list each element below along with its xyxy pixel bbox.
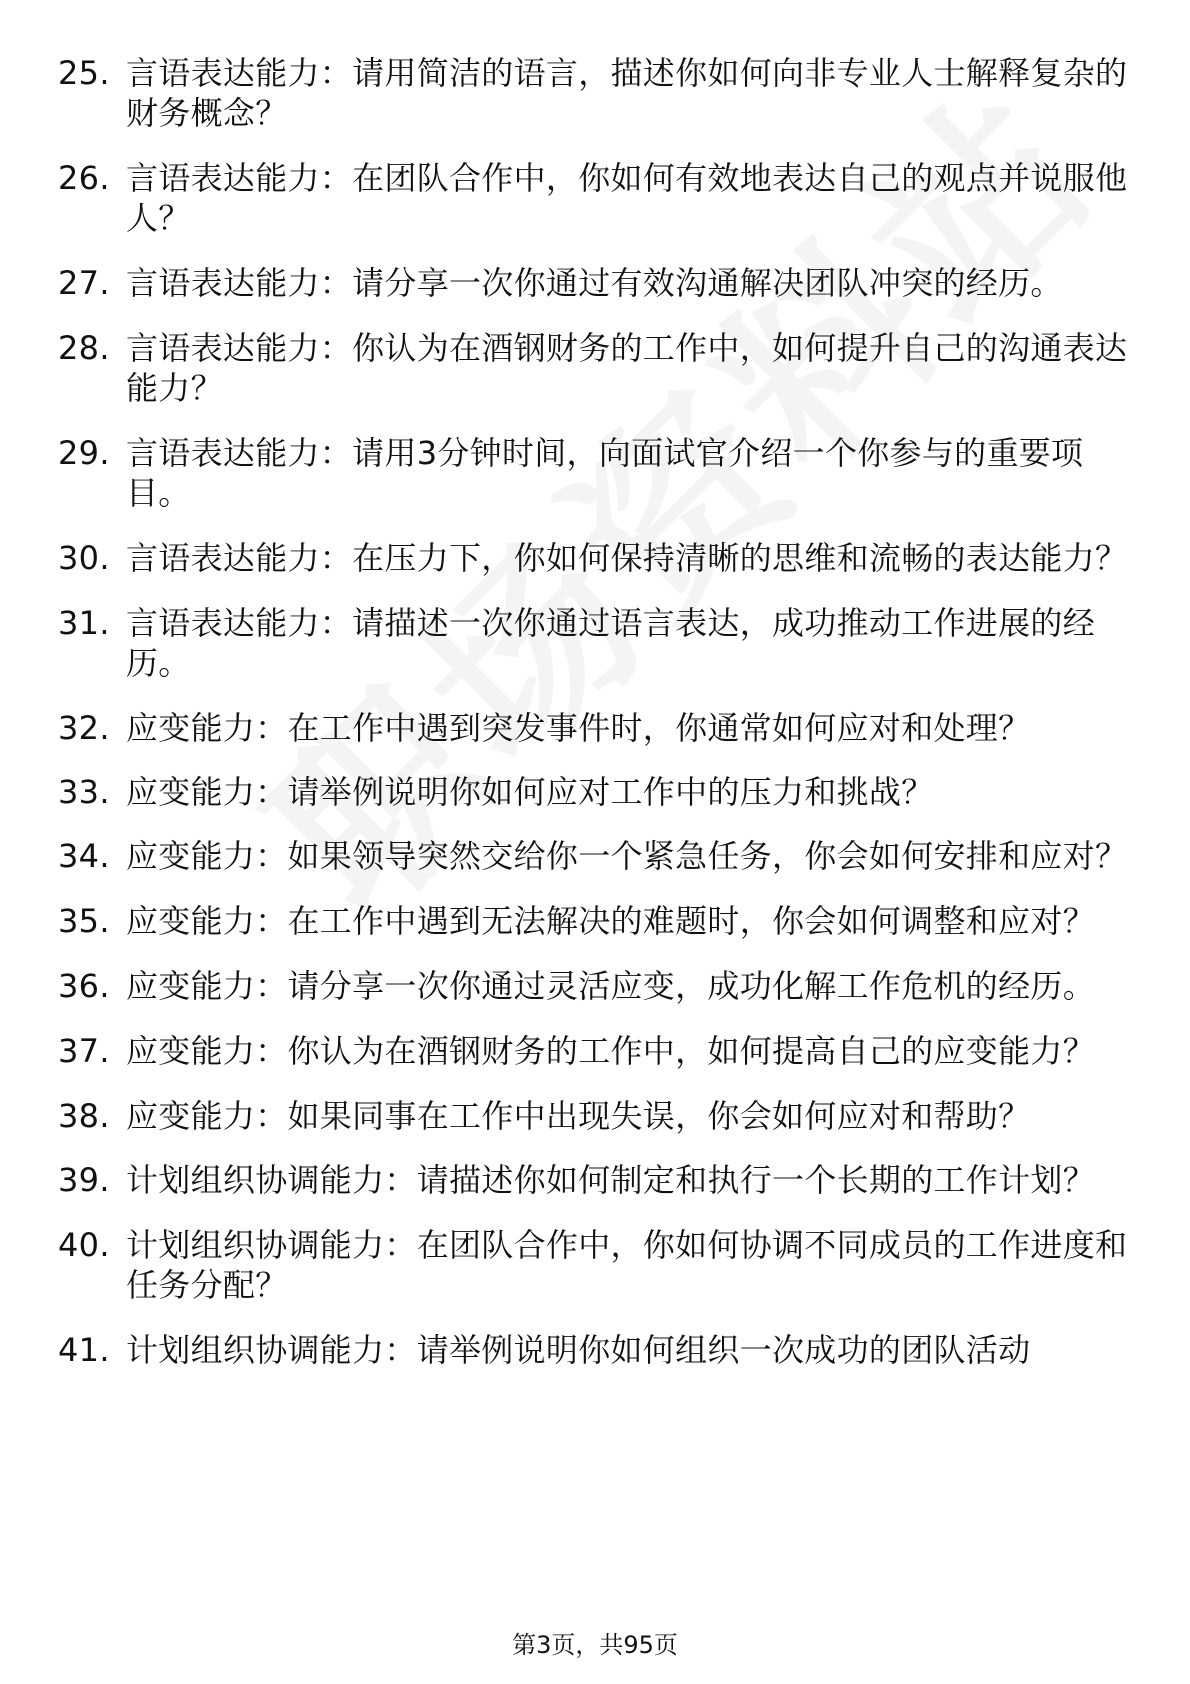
question-text: 应变能力：在工作中遇到无法解决的难题时，你会如何调整和应对？: [126, 902, 1096, 940]
question-item: [58, 1330, 1138, 1370]
question-number: 41.: [58, 1331, 110, 1369]
question-text: 计划组织协调能力：在团队合作中，你如何协调不同成员的工作进度和任务分配？: [126, 1226, 1128, 1304]
question-text: 言语表达能力：请用3分钟时间，向面试官介绍一个你参与的重要项目。: [126, 434, 1084, 512]
question-text: 计划组织协调能力：请举例说明你如何组织一次成功的团队活动: [126, 1331, 1031, 1369]
question-text: 应变能力：请分享一次你通过灵活应变，成功化解工作危机的经历。: [126, 967, 1096, 1005]
question-item: [58, 901, 1138, 941]
question-number: 35.: [58, 902, 110, 940]
question-item: [58, 603, 1138, 683]
question-number: 38.: [58, 1097, 110, 1135]
question-item: [58, 53, 1138, 133]
question-number: 33.: [58, 773, 110, 811]
question-number: 34.: [58, 837, 110, 875]
question-number: 37.: [58, 1032, 110, 1070]
question-number: 32.: [58, 709, 110, 747]
question-number: 25.: [58, 54, 110, 92]
question-number: 36.: [58, 967, 110, 1005]
question-item: [58, 1160, 1138, 1200]
question-item: [58, 263, 1138, 303]
question-item: [58, 1096, 1138, 1136]
question-number: 40.: [58, 1226, 110, 1264]
question-number: 26.: [58, 159, 110, 197]
question-number: 30.: [58, 539, 110, 577]
question-item: [58, 966, 1138, 1006]
question-item: [58, 433, 1138, 513]
question-list: [58, 53, 1138, 1394]
question-text: 应变能力：请举例说明你如何应对工作中的压力和挑战？: [126, 773, 934, 811]
question-text: 应变能力：如果同事在工作中出现失误，你会如何应对和帮助？: [126, 1097, 1031, 1135]
question-text: 应变能力：如果领导突然交给你一个紧急任务，你会如何安排和应对？: [126, 837, 1128, 875]
question-item: [58, 1031, 1138, 1071]
question-item: [58, 538, 1138, 578]
question-number: 29.: [58, 434, 110, 472]
question-text: 应变能力：在工作中遇到突发事件时，你通常如何应对和处理？: [126, 709, 1031, 747]
question-text: 应变能力：你认为在酒钢财务的工作中，如何提高自己的应变能力？: [126, 1032, 1096, 1070]
question-item: [58, 158, 1138, 238]
question-number: 27.: [58, 264, 110, 302]
question-number: 28.: [58, 329, 110, 367]
question-text: 言语表达能力：请描述一次你通过语言表达，成功推动工作进展的经历。: [126, 604, 1096, 682]
question-number: 31.: [58, 604, 110, 642]
question-item: [58, 708, 1138, 748]
question-text: 言语表达能力：在压力下，你如何保持清晰的思维和流畅的表达能力？: [126, 539, 1128, 577]
question-number: 39.: [58, 1161, 110, 1199]
question-text: 言语表达能力：请用简洁的语言，描述你如何向非专业人士解释复杂的财务概念？: [126, 54, 1128, 132]
page-footer: 第3页，共95页: [512, 1631, 678, 1659]
question-text: 言语表达能力：请分享一次你通过有效沟通解决团队冲突的经历。: [126, 264, 1063, 302]
question-text: 言语表达能力：在团队合作中，你如何有效地表达自己的观点并说服他人？: [126, 159, 1128, 237]
question-item: [58, 772, 1138, 812]
question-item: [58, 328, 1138, 408]
question-item: [58, 1225, 1138, 1305]
question-item: [58, 836, 1138, 876]
question-text: 言语表达能力：你认为在酒钢财务的工作中，如何提升自己的沟通表达能力？: [126, 329, 1128, 407]
question-text: 计划组织协调能力：请描述你如何制定和执行一个长期的工作计划？: [126, 1161, 1096, 1199]
